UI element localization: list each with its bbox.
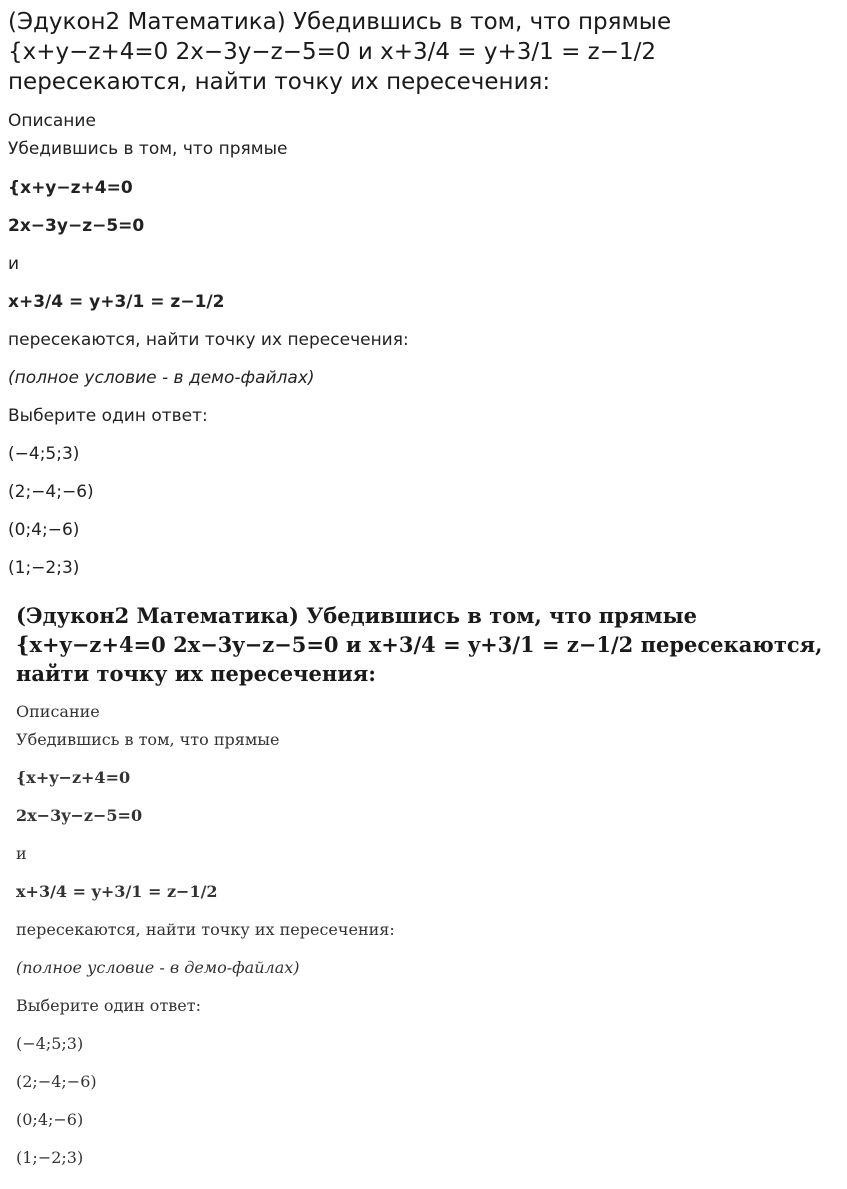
answer-option-2[interactable]: (2;−4;−6) xyxy=(16,1072,97,1091)
question-block-sans xyxy=(0,0,847,579)
answer-option-4[interactable]: (1;−2;3) xyxy=(8,558,80,578)
conjunction-text: и xyxy=(16,844,27,863)
answer-option-3[interactable]: (0;4;−6) xyxy=(8,520,80,540)
equation-line2: x+3/4 = y+3/1 = z−1/2 xyxy=(16,882,218,901)
choose-prompt: Выберите один ответ: xyxy=(16,996,202,1015)
equation-line1-second: 2x−3y−z−5=0 xyxy=(8,216,145,236)
question-block-serif xyxy=(0,596,847,1168)
intro-text: Убедившись в том, что прямые xyxy=(8,139,288,159)
equation-line1-first: {x+y−z+4=0 xyxy=(8,178,133,198)
demo-note: (полное условие - в демо-файлах) xyxy=(8,368,315,388)
description-label: Описание xyxy=(16,702,100,721)
equation-line1-first: {x+y−z+4=0 xyxy=(16,768,131,787)
equation-line2: x+3/4 = y+3/1 = z−1/2 xyxy=(8,292,225,312)
answer-option-3[interactable]: (0;4;−6) xyxy=(16,1110,84,1129)
answer-option-4[interactable]: (1;−2;3) xyxy=(16,1148,84,1167)
question-title: (Эдукон2 Математика) Убедившись в том, что прямые {x+y−z+4=0 2x−3y−z−5=0 и x+3/4 = y+3/1 = z−1/2 пересекаются, найти точку их пересечения: xyxy=(16,603,823,686)
equation-line1-second: 2x−3y−z−5=0 xyxy=(16,806,143,825)
question-title: (Эдукон2 Математика) Убедившись в том, что прямые {x+y−z+4=0 2x−3y−z−5=0 и x+3/4 = y+3/1 = z−1/2 пересекаются, найти точку их пересечения: xyxy=(8,9,672,95)
demo-note: (полное условие - в демо-файлах) xyxy=(16,958,300,977)
choose-prompt: Выберите один ответ: xyxy=(8,406,208,426)
description-label: Описание xyxy=(8,111,96,131)
task-text: пересекаются, найти точку их пересечения: xyxy=(16,920,395,939)
conjunction-text: и xyxy=(8,254,20,274)
intro-text: Убедившись в том, что прямые xyxy=(16,730,280,749)
task-text: пересекаются, найти точку их пересечения: xyxy=(8,330,409,350)
answer-option-2[interactable]: (2;−4;−6) xyxy=(8,482,94,502)
answer-option-1[interactable]: (−4;5;3) xyxy=(8,444,80,464)
answer-option-1[interactable]: (−4;5;3) xyxy=(16,1034,84,1053)
